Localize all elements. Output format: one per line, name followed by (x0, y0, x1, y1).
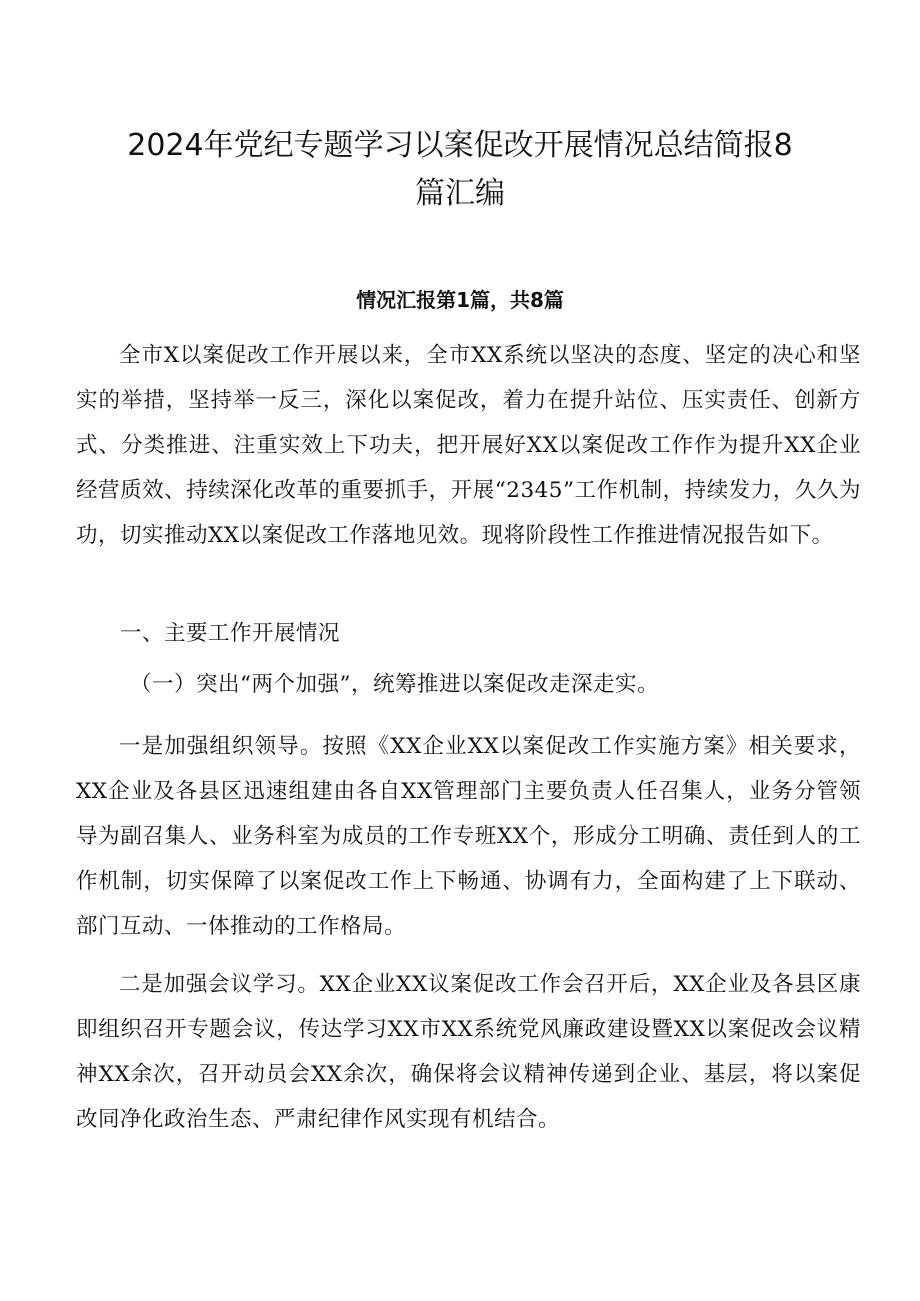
document-title-line-1: 2024年党纪专题学习以案促改开展情况总结简报8 (127, 128, 793, 163)
section-heading-main-work: 一、主要工作开展情况 (120, 621, 341, 646)
subsection-heading-two-strengthenings: （一）突出“两个加强”，统筹推进以案促改走深走实。 (130, 672, 659, 697)
intro-paragraph: 全市X以案促改工作开展以来，全市XX系统以坚决的态度、坚定的决心和坚实的举措，坚持举一反三，深化以案促改，着力在提升站位、压实责任、创新方式、分类推进、注重实效上下功夫，把开展好XX以案促改工作作为提升XX企业经营质效、持续深化改革的重要抓手，开展“2345”工作机制，持续发力，久久为功，切实推动XX以案促改工作落地见效。现将阶段性工作推进情况报告如下。 (76, 343, 861, 548)
paragraph-meeting-study: 二是加强会议学习。XX企业XX议案促改工作会召开后，XX企业及各县区康即组织召开专题会议，传达学习XX市XX系统党风廉政建设暨XX以案促改会议精神XX余次，召开动员会XX余次，确保将会议精神传递到企业、基层，将以案促改同净化政治生态、严肃纪律作风实现有机结合。 (76, 972, 861, 1132)
paragraph-organization-leadership: 一是加强组织领导。按照《XX企业XX以案促改工作实施方案》相关要求，XX企业及各县区迅速组建由各自XX管理部门主要负责人任召集人，业务分管领导为副召集人、业务科室为成员的工作专班XX个，形成分工明确、责任到人的工作机制，切实保障了以案促改工作上下畅通、协调有力，全面构建了上下联动、部门互动、一体推动的工作格局。 (76, 734, 861, 939)
report-subtitle: 情况汇报第1篇，共8篇 (356, 288, 564, 312)
document-title-line-2: 篇汇编 (415, 176, 505, 211)
